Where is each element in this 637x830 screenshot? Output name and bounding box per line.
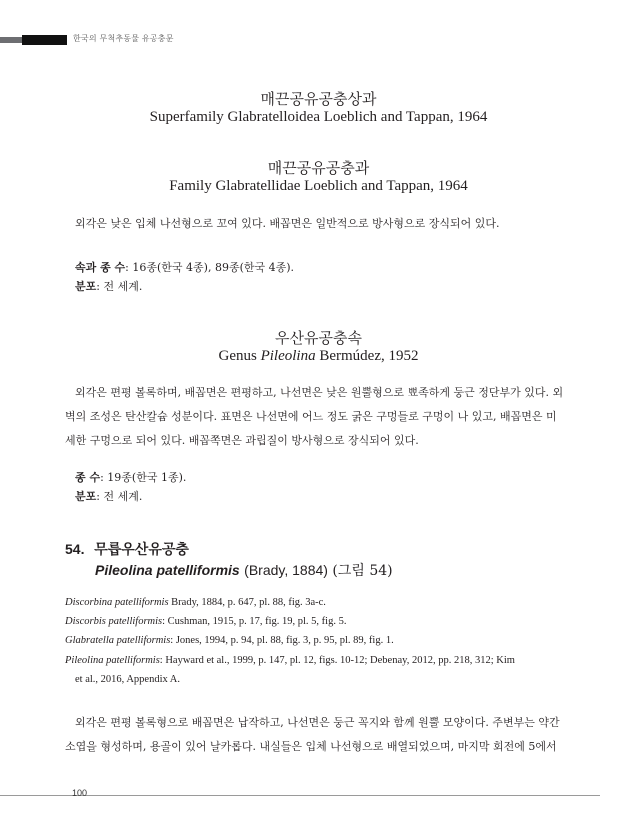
page-number: 100 xyxy=(72,788,88,798)
family-count-label: 속과 종 수 xyxy=(75,261,126,274)
genus-count xyxy=(75,469,186,485)
synonym-entry xyxy=(65,635,394,646)
genus-latin-prefix: Genus xyxy=(218,348,261,364)
synonym-entry xyxy=(65,616,346,627)
species-korean-name: 무릅우산유공충 xyxy=(94,542,189,558)
species-heading xyxy=(65,539,189,559)
species-latin-name: Pileolina patelliformis xyxy=(95,562,240,578)
family-korean-title: 매끈공유공충과 xyxy=(267,159,370,177)
synonym-entry xyxy=(65,597,326,608)
running-title: 한국의 무척추동물 유공충문 xyxy=(73,34,174,43)
family-latin-title: Family Glabratellidae Loeblich and Tappan, 1964 xyxy=(169,178,468,194)
family-dist-value: : 전 세계. xyxy=(96,280,143,293)
header-bar-grey xyxy=(0,37,22,43)
synonym-citation: : Hayward et al., 1999, p. 147, pl. 12, figs. 10-12; Debenay, 2012, pp. 218, 312; Kim xyxy=(159,655,515,666)
genus-latin-name: Pileolina xyxy=(260,348,316,364)
species-scientific-line xyxy=(95,560,393,580)
synonym-name: Pileolina patelliformis xyxy=(65,655,160,666)
genus-distribution xyxy=(75,488,142,504)
family-description: 외각은 낮은 입체 나선형으로 꼬여 있다. 배꼽면은 일반적으로 방사형으로 장식되어 있다. xyxy=(75,217,500,230)
synonym-continuation: et al., 2016, Appendix A. xyxy=(75,674,180,685)
genus-korean-title: 우산유공충속 xyxy=(275,329,362,347)
footer-rule xyxy=(0,795,600,796)
family-dist-label: 분포 xyxy=(75,280,97,293)
header-bar-black xyxy=(22,35,67,45)
superfamily-latin-title: Superfamily Glabratelloidea Loeblich and Tappan, 1964 xyxy=(149,109,488,125)
synonym-name: Discorbina patelliformis xyxy=(65,597,169,608)
genus-dist-value: : 전 세계. xyxy=(96,490,143,503)
synonym-citation: Brady, 1884, p. 647, pl. 88, fig. 3a-c. xyxy=(168,597,326,608)
synonym-name: Glabratella patelliformis xyxy=(65,635,171,646)
synonym-entry xyxy=(65,655,515,666)
species-author: (Brady, 1884) xyxy=(244,562,328,578)
species-description-line: 소엽을 형성하며, 용골이 있어 날카롭다. 내실들은 입체 나선형으로 배열되었으며, 마지막 회전에 5에서 xyxy=(65,740,557,753)
synonym-citation: : Cushman, 1915, p. 17, fig. 19, pl. 5, fig. 5. xyxy=(162,616,347,627)
superfamily-korean-title: 매끈공유공충상과 xyxy=(260,90,377,108)
synonym-citation: : Jones, 1994, p. 94, pl. 88, fig. 3, p. 95, pl. 89, fig. 1. xyxy=(170,635,394,646)
species-description-line: 외각은 편평 볼록형으로 배꼽면은 납작하고, 나선면은 둥근 꼭지와 함께 원뿔 모양이다. 주변부는 약간 xyxy=(75,716,560,729)
genus-latin-suffix: Bermúdez, 1952 xyxy=(315,348,419,364)
genus-count-label: 종 수 xyxy=(75,471,101,484)
genus-description-line: 세한 구멍으로 되어 있다. 배꼽쪽면은 과립질이 방사형으로 장식되어 있다. xyxy=(65,434,419,447)
synonym-name: Discorbis patelliformis xyxy=(65,616,163,627)
genus-description-line: 외각은 편평 볼록하며, 배꼽면은 편평하고, 나선면은 낮은 원뿔형으로 뾰족하게 둥근 정단부가 있다. 외 xyxy=(75,386,564,399)
genus-dist-label: 분포 xyxy=(75,490,97,503)
genus-latin-title xyxy=(0,348,637,365)
species-figure-ref: (그림 54) xyxy=(332,563,393,579)
family-count-value: : 16종(한국 4종), 89종(한국 4종). xyxy=(125,261,295,274)
genus-count-value: : 19종(한국 1종). xyxy=(100,471,187,484)
family-distribution xyxy=(75,278,142,294)
family-count xyxy=(75,259,294,275)
genus-description-line: 벽의 조성은 탄산칼슘 성분이다. 표면은 나선면에 어느 정도 굵은 구멍들로 구멍이 나 있고, 배꼽면은 미 xyxy=(65,410,557,423)
species-number: 54. xyxy=(65,541,85,557)
